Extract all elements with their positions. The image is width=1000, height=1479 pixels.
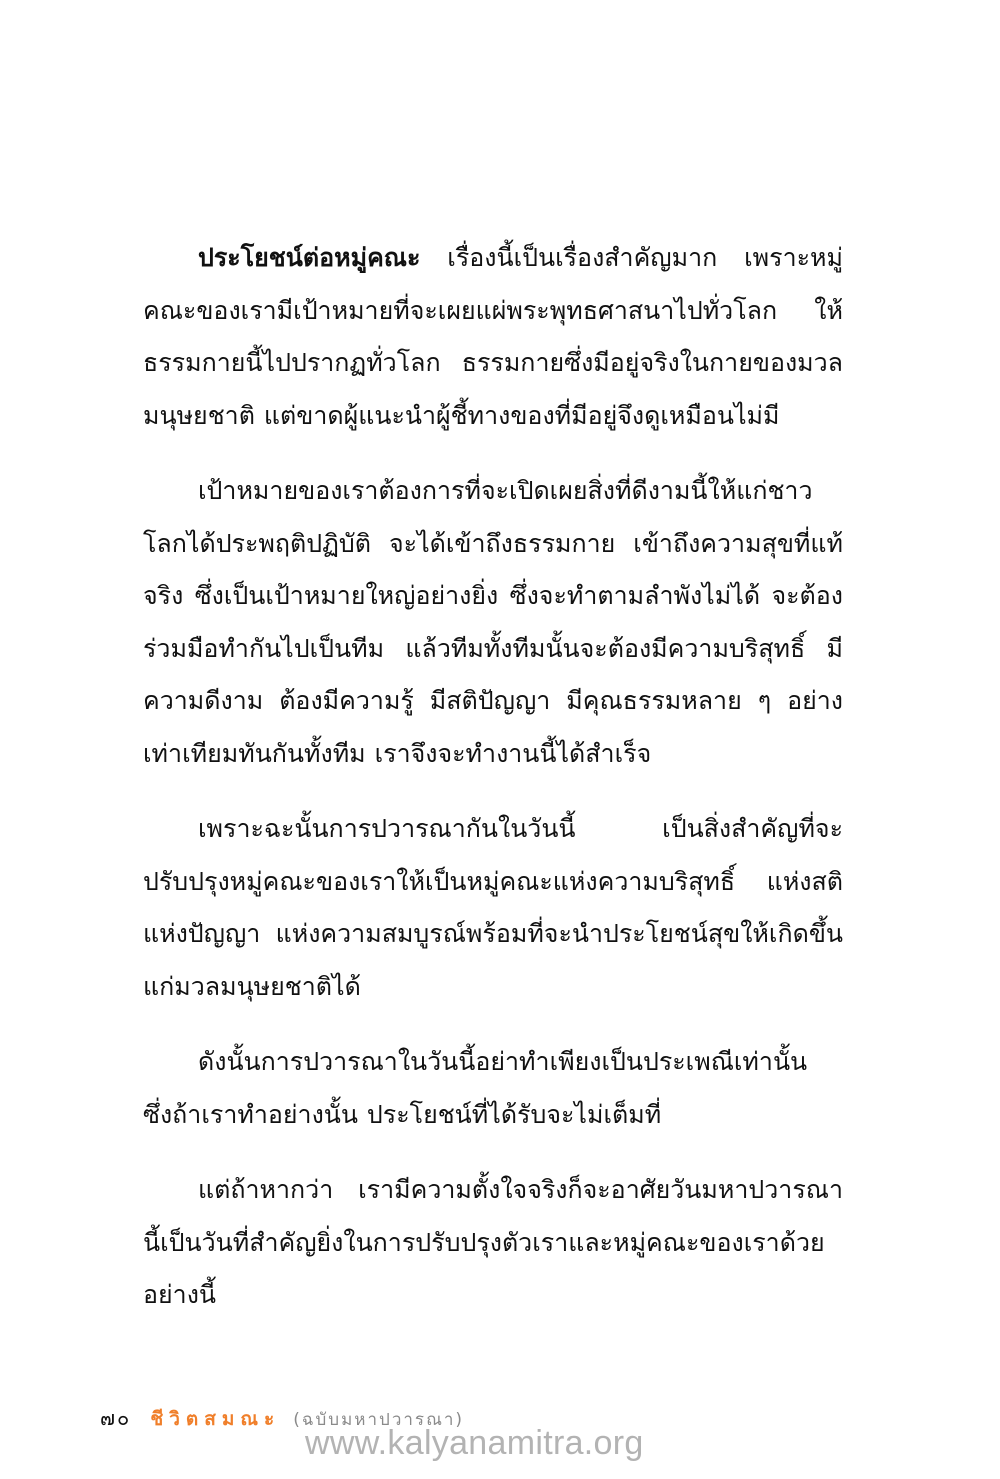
paragraph-1 [143, 232, 843, 442]
paragraph-3: เพราะฉะนั้นการปวารณากันในวันนี้ เป็นสิ่งสำคัญที่จะปรับปรุงหมู่คณะของเราให้เป็นหมู่คณะแห่งความบริสุทธิ์ แห่งสติ แห่งปัญญา แห่งความสมบูรณ์พร้อมที่จะนำประโยชน์สุขให้เกิดขึ้นแก่มวลมนุษยชาติได้ [143, 814, 843, 1001]
watermark: www.kalyanamitra.org [305, 1424, 644, 1462]
paragraph-2: เป้าหมายของเราต้องการที่จะเปิดเผยสิ่งที่ดีงามนี้ให้แก่ชาวโลกได้ประพฤติปฏิบัติ จะได้เข้าถึงธรรมกาย เข้าถึงความสุขที่แท้จริง ซึ่งเป็นเป้าหมายใหญ่อย่างยิ่ง ซึ่งจะทำตามลำพังไม่ได้ จะต้องร่วมมือทำกันไปเป็นทีม แล้วทีมทั้งทีมนั้นจะต้องมีความบริสุทธิ์ มีความดีงาม ต้องมีความรู้ มีสติปัญญา มีคุณธรรมหลาย ๆ อย่างเท่าเทียมทันกันทั้งทีม เราจึงจะทำงานนี้ได้สำเร็จ [143, 476, 843, 768]
paragraph-4: ดังนั้นการปวารณาในวันนี้อย่าทำเพียงเป็นประเพณีเท่านั้น ซึ่งถ้าเราทำอย่างนั้น ประโยชน์ที่ได้รับจะไม่เต็มที่ [143, 1047, 808, 1129]
page-number: ๗๐ [100, 1406, 132, 1430]
paragraph-5: แต่ถ้าหากว่า เรามีความตั้งใจจริงก็จะอาศัยวันมหาปวารณานี้เป็นวันที่สำคัญยิ่งในการปรับปรุงตัวเราและหมู่คณะของเราด้วย อย่างนี้ [143, 1175, 843, 1309]
paragraph-lead-heading: ประโยชน์ต่อหมู่คณะ [198, 243, 421, 272]
page-body [143, 232, 843, 1345]
book-title: ชีวิตสมณะ [150, 1408, 281, 1430]
edition-label: (ฉบับมหาปวารณา) [293, 1410, 465, 1430]
paragraph-1-text: เรื่องนี้เป็นเรื่องสำคัญมาก เพราะหมู่คณะของเรามีเป้าหมายที่จะเผยแผ่พระพุทธศาสนาไปทั่วโลก ให้ธรรมกายนี้ไปปรากฏทั่วโลก ธรรมกายซึ่งมีอยู่จริงในกายของมวลมนุษยชาติ แต่ขาดผู้แนะนำผู้ชี้ทางของที่มีอยู่จึงดูเหมือนไม่มี [143, 243, 843, 430]
